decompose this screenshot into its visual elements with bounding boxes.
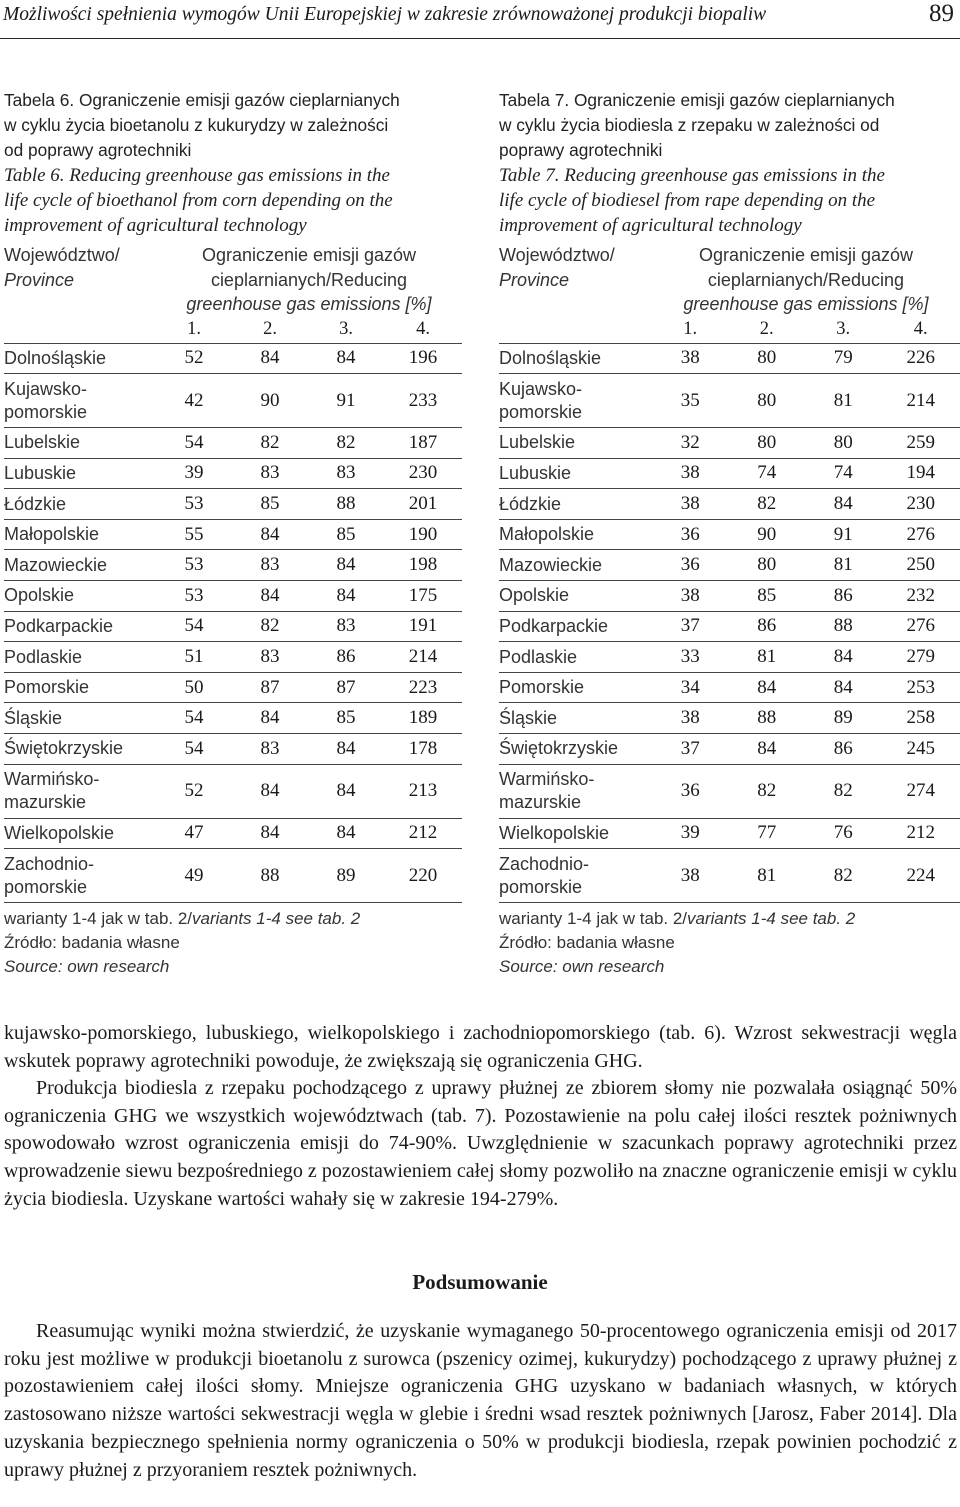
province-name: Mazowieckie: [4, 550, 156, 581]
table-row: [4, 849, 462, 903]
column-header-province-line: Województwo/: [4, 245, 120, 265]
cell-value: 258: [881, 703, 960, 734]
cell-value: 81: [728, 642, 804, 673]
cell-value: 54: [156, 428, 232, 459]
note-variants-en: variants 1-4 see tab. 2: [687, 909, 856, 929]
province-name: Mazowieckie: [499, 550, 652, 581]
table-caption-en-line: improvement of agricultural technology: [4, 215, 307, 236]
cell-value: 88: [728, 703, 804, 734]
cell-value: 245: [881, 734, 960, 765]
cell-value: 90: [728, 519, 804, 550]
note-variants-pl: warianty 1-4 jak w tab. 2/: [499, 909, 688, 929]
column-header-province-line: Province: [499, 270, 570, 290]
province-name: Podkarpackie: [499, 611, 652, 642]
cell-value: 38: [652, 458, 728, 489]
province-name-line: Kujawsko-: [4, 378, 88, 399]
province-name: [499, 849, 652, 903]
column-header-province: [4, 243, 156, 343]
cell-value: 37: [652, 611, 728, 642]
cell-value: 33: [652, 642, 728, 673]
cell-value: 196: [384, 343, 462, 374]
cell-value: 91: [308, 374, 384, 428]
table-row: [4, 672, 462, 703]
province-name: [4, 764, 156, 818]
table-row: [499, 374, 960, 428]
cell-value: 83: [232, 550, 308, 581]
column-header-reduction: [652, 243, 960, 317]
table-row: [4, 703, 462, 734]
table-caption-pl-line: Tabela 7. Ograniczenie emisji gazów cieplarnianych: [499, 90, 895, 110]
variant-header: 1.: [187, 319, 201, 339]
cell-value: 81: [728, 849, 804, 903]
province-name: Lubelskie: [499, 428, 652, 459]
cell-value: 85: [728, 581, 804, 612]
cell-value: 84: [232, 519, 308, 550]
cell-value: 82: [805, 764, 881, 818]
column-header-province: [499, 243, 652, 343]
cell-value: 212: [881, 818, 960, 849]
province-name: Lubuskie: [4, 458, 156, 489]
cell-value: 42: [156, 374, 232, 428]
table-row: [499, 642, 960, 673]
table-7-block: [499, 88, 960, 979]
variant-header: 3.: [836, 319, 851, 339]
cell-value: 74: [805, 458, 881, 489]
cell-value: 35: [652, 374, 728, 428]
province-name: [4, 374, 156, 428]
variant-header: 2.: [263, 319, 277, 339]
column-header-reduction-line: cieplarnianych/Reducing: [210, 269, 408, 290]
province-name: [499, 764, 652, 818]
province-name: [4, 849, 156, 903]
cell-value: 80: [805, 428, 881, 459]
table-row: [4, 611, 462, 642]
cell-value: 54: [156, 734, 232, 765]
province-name-line: pomorskie: [4, 876, 88, 897]
section-heading: Podsumowanie: [412, 1270, 548, 1294]
cell-value: 233: [384, 374, 462, 428]
note-source-en: Source: own research: [4, 957, 170, 977]
table-row: [499, 849, 960, 903]
cell-value: 84: [232, 703, 308, 734]
province-name: Lubuskie: [499, 458, 652, 489]
cell-value: 84: [805, 489, 881, 520]
cell-value: 83: [232, 642, 308, 673]
table-row: [4, 581, 462, 612]
cell-value: 74: [728, 458, 804, 489]
cell-value: 36: [652, 519, 728, 550]
cell-value: 38: [652, 581, 728, 612]
variant-header: 4.: [416, 319, 430, 339]
cell-value: 201: [384, 489, 462, 520]
table-row: [499, 343, 960, 374]
cell-value: 214: [384, 642, 462, 673]
cell-value: 220: [384, 849, 462, 903]
province-name: Świętokrzyskie: [4, 734, 156, 765]
cell-value: 198: [384, 550, 462, 581]
table-row: [4, 458, 462, 489]
cell-value: 82: [728, 764, 804, 818]
cell-value: 81: [805, 374, 881, 428]
column-header-reduction-line: Ograniczenie emisji gazów: [201, 245, 417, 265]
cell-value: 55: [156, 519, 232, 550]
province-name: [499, 374, 652, 428]
province-name: Dolnośląskie: [4, 343, 156, 374]
table-notes: [4, 907, 462, 979]
cell-value: 175: [384, 581, 462, 612]
cell-value: 87: [232, 672, 308, 703]
province-name: Łódzkie: [499, 489, 652, 520]
cell-value: 38: [652, 703, 728, 734]
province-name: Wielkopolskie: [499, 818, 652, 849]
cell-value: 50: [156, 672, 232, 703]
cell-value: 83: [232, 458, 308, 489]
table-row: [4, 428, 462, 459]
province-name: Śląskie: [499, 703, 652, 734]
table-caption-en-line: improvement of agricultural technology: [499, 215, 802, 236]
cell-value: 79: [805, 343, 881, 374]
cell-value: 90: [232, 374, 308, 428]
table-row: [499, 611, 960, 642]
province-name: Pomorskie: [499, 672, 652, 703]
province-name: Małopolskie: [499, 519, 652, 550]
province-name-line: mazurskie: [4, 792, 87, 813]
province-name: Łódzkie: [4, 489, 156, 520]
cell-value: 53: [156, 489, 232, 520]
province-name-line: pomorskie: [4, 401, 88, 422]
table-row: [4, 343, 462, 374]
note-variants: [499, 907, 960, 931]
table-caption-en-line: Table 6. Reducing greenhouse gas emissions in the: [4, 165, 390, 186]
province-name: Wielkopolskie: [4, 818, 156, 849]
province-name: Opolskie: [4, 581, 156, 612]
cell-value: 276: [881, 519, 960, 550]
cell-value: 230: [384, 458, 462, 489]
cell-value: 82: [232, 428, 308, 459]
note-source-pl: Źródło: badania własne: [499, 933, 675, 953]
cell-value: 213: [384, 764, 462, 818]
province-name-line: pomorskie: [499, 401, 583, 422]
cell-value: 83: [232, 734, 308, 765]
cell-value: 54: [156, 703, 232, 734]
table-caption-en-line: life cycle of biodiesel from rape depending on the: [499, 190, 876, 211]
cell-value: 84: [232, 818, 308, 849]
cell-value: 86: [805, 581, 881, 612]
table-row: [4, 818, 462, 849]
cell-value: 34: [652, 672, 728, 703]
cell-value: 49: [156, 849, 232, 903]
table-row: [499, 428, 960, 459]
cell-value: 86: [308, 642, 384, 673]
table-row: [4, 764, 462, 818]
header-rule: [0, 38, 960, 39]
cell-value: 84: [308, 734, 384, 765]
table-row: [4, 734, 462, 765]
cell-value: 32: [652, 428, 728, 459]
province-name-line: pomorskie: [499, 876, 583, 897]
table-caption-pl-line: w cyklu życia biodiesla z rzepaku w zależności od: [499, 115, 880, 135]
variant-header: 3.: [339, 319, 353, 339]
cell-value: 89: [308, 849, 384, 903]
province-name: Lubelskie: [4, 428, 156, 459]
table-row: [499, 519, 960, 550]
cell-value: 84: [232, 343, 308, 374]
variant-header: 4.: [913, 319, 928, 339]
cell-value: 191: [384, 611, 462, 642]
cell-value: 84: [805, 672, 881, 703]
cell-value: 259: [881, 428, 960, 459]
note-variants-en: variants 1-4 see tab. 2: [192, 909, 361, 929]
column-header-reduction-line: greenhouse gas emissions [%]: [186, 294, 432, 314]
cell-value: 80: [728, 374, 804, 428]
note-variants-pl: warianty 1-4 jak w tab. 2/: [4, 909, 193, 929]
table-caption-pl-line: poprawy agrotechniki: [499, 140, 663, 160]
cell-value: 80: [728, 550, 804, 581]
province-name-line: Zachodnio-: [499, 853, 590, 874]
cell-value: 86: [728, 611, 804, 642]
province-name: Opolskie: [499, 581, 652, 612]
cell-value: 54: [156, 611, 232, 642]
paragraph-2: Produkcja biodiesla z rzepaku pochodzącego z uprawy płużnej ze zbiorem słomy nie pozwalała osiągnąć 50% ograniczenia GHG we wszystkich województwach (tab. 7). Pozostawienie na polu całej ilości resztek pożniwnych spowodowało wzrost ograniczenia emisji do 74-90%. Uwzględnienie w szacunkach poprawy agrotechniki przez wprowadzenie siewu bezpośredniego z pozostawieniem całej słomy pozwoliło na znaczne ograniczenie emisji w cyklu życia biodiesla. Uzyskane wartości wahały się w zakresie 194-279%.: [4, 1077, 957, 1210]
province-name-line: mazurskie: [499, 792, 582, 813]
province-name-line: Warmińsko-: [499, 769, 595, 790]
cell-value: 85: [308, 703, 384, 734]
cell-value: 190: [384, 519, 462, 550]
cell-value: 84: [308, 764, 384, 818]
province-name: Pomorskie: [4, 672, 156, 703]
cell-value: 38: [652, 343, 728, 374]
cell-value: 84: [805, 642, 881, 673]
running-title: Możliwości spełnienia wymogów Unii Europejskiej w zakresie zrównoważonej produkcji biopaliw: [3, 4, 767, 25]
cell-value: 276: [881, 611, 960, 642]
cell-value: 36: [652, 550, 728, 581]
cell-value: 232: [881, 581, 960, 612]
cell-value: 189: [384, 703, 462, 734]
note-variants: [4, 907, 462, 931]
cell-value: 91: [805, 519, 881, 550]
table-row: [499, 581, 960, 612]
cell-value: 52: [156, 764, 232, 818]
cell-value: 274: [881, 764, 960, 818]
cell-value: 83: [308, 458, 384, 489]
cell-value: 214: [881, 374, 960, 428]
column-header-reduction: [156, 243, 462, 317]
column-header-province-line: Województwo/: [499, 245, 615, 265]
cell-value: 38: [652, 489, 728, 520]
cell-value: 84: [232, 764, 308, 818]
cell-value: 253: [881, 672, 960, 703]
cell-value: 194: [881, 458, 960, 489]
cell-value: 279: [881, 642, 960, 673]
cell-value: 82: [232, 611, 308, 642]
cell-value: 82: [805, 849, 881, 903]
column-header-reduction-line: greenhouse gas emissions [%]: [683, 294, 929, 314]
table-row: [499, 818, 960, 849]
table-row: [499, 672, 960, 703]
cell-value: 51: [156, 642, 232, 673]
cell-value: 250: [881, 550, 960, 581]
variant-header: 1.: [683, 319, 698, 339]
cell-value: 83: [308, 611, 384, 642]
province-name-line: Zachodnio-: [4, 853, 95, 874]
cell-value: 52: [156, 343, 232, 374]
cell-value: 53: [156, 550, 232, 581]
cell-value: 84: [308, 550, 384, 581]
province-name-line: Warmińsko-: [4, 769, 100, 790]
table-row: [499, 489, 960, 520]
table-row: [4, 550, 462, 581]
paragraph-1: kujawsko-pomorskiego, lubuskiego, wielkopolskiego i zachodniopomorskiego (tab. 6). Wzrost sekwestracji węgla wskutek poprawy agrotechniki powoduje, że zwiększają się ograniczenia GHG.: [4, 1022, 957, 1072]
cell-value: 76: [805, 818, 881, 849]
table-row: [499, 764, 960, 818]
cell-value: 47: [156, 818, 232, 849]
cell-value: 88: [232, 849, 308, 903]
cell-value: 53: [156, 581, 232, 612]
table-notes: [499, 907, 960, 979]
note-source-pl: Źródło: badania własne: [4, 933, 180, 953]
cell-value: 212: [384, 818, 462, 849]
data-table: [499, 243, 960, 903]
page-number: 89: [929, 0, 954, 27]
table-row: [4, 374, 462, 428]
cell-value: 84: [308, 581, 384, 612]
province-name: Dolnośląskie: [499, 343, 652, 374]
variant-header: 2.: [759, 319, 774, 339]
cell-value: 82: [728, 489, 804, 520]
cell-value: 89: [805, 703, 881, 734]
table-row: [499, 458, 960, 489]
province-name: Świętokrzyskie: [499, 734, 652, 765]
table-6-block: [4, 88, 462, 979]
cell-value: 86: [805, 734, 881, 765]
province-name-line: Kujawsko-: [499, 378, 583, 399]
table-caption-pl-line: od poprawy agrotechniki: [4, 140, 192, 160]
column-header-reduction-line: cieplarnianych/Reducing: [707, 269, 905, 290]
table-row: [499, 550, 960, 581]
cell-value: 84: [232, 581, 308, 612]
column-header-reduction-line: Ograniczenie emisji gazów: [698, 245, 914, 265]
cell-value: 88: [805, 611, 881, 642]
cell-value: 80: [728, 428, 804, 459]
note-source-en: Source: own research: [499, 957, 665, 977]
table-caption-pl-line: w cyklu życia bioetanolu z kukurydzy w zależności: [4, 115, 389, 135]
table-caption-en-line: Table 7. Reducing greenhouse gas emissions in the: [499, 165, 885, 186]
cell-value: 37: [652, 734, 728, 765]
province-name: Śląskie: [4, 703, 156, 734]
cell-value: 88: [308, 489, 384, 520]
cell-value: 224: [881, 849, 960, 903]
cell-value: 85: [232, 489, 308, 520]
province-name: Małopolskie: [4, 519, 156, 550]
table-row: [4, 489, 462, 520]
province-name: Podlaskie: [499, 642, 652, 673]
cell-value: 230: [881, 489, 960, 520]
cell-value: 85: [308, 519, 384, 550]
table-row: [499, 734, 960, 765]
cell-value: 82: [308, 428, 384, 459]
data-table: [4, 243, 462, 903]
cell-value: 84: [728, 672, 804, 703]
cell-value: 187: [384, 428, 462, 459]
cell-value: 38: [652, 849, 728, 903]
cell-value: 226: [881, 343, 960, 374]
table-row: [499, 703, 960, 734]
table-caption-pl-line: Tabela 6. Ograniczenie emisji gazów cieplarnianych: [4, 90, 400, 110]
cell-value: 80: [728, 343, 804, 374]
cell-value: 84: [308, 818, 384, 849]
cell-value: 36: [652, 764, 728, 818]
cell-value: 87: [308, 672, 384, 703]
cell-value: 39: [156, 458, 232, 489]
table-caption-en-line: life cycle of bioethanol from corn depending on the: [4, 190, 393, 211]
cell-value: 223: [384, 672, 462, 703]
cell-value: 178: [384, 734, 462, 765]
running-header: [0, 0, 960, 40]
table-row: [4, 642, 462, 673]
table-row: [4, 519, 462, 550]
cell-value: 81: [805, 550, 881, 581]
cell-value: 84: [728, 734, 804, 765]
cell-value: 84: [308, 343, 384, 374]
paragraph-3: Reasumując wyniki można stwierdzić, że uzyskanie wymaganego 50-procentowego ograniczenia emisji od 2017 roku jest możliwe w produkcji bioetanolu z surowca (pszenicy ozimej, kukurydzy) pochodzącego z uprawy płużnej z pozostawieniem całej ilości słomy. Mniejsze ograniczenia GHG uzyskano w badaniach własnych, w których zastosowano niższe wartości sekwestracji węgla w glebie i średni wsad resztek pożniwnych [Jarosz, Faber 2014]. Dla uzyskania bezpiecznego spełnienia normy ograniczenia o 50% w produkcji biodiesla, rzepak powinien pochodzić z uprawy płużnej z przyoraniem resztek pożniwnych.: [4, 1320, 957, 1481]
column-header-province-line: Province: [4, 270, 75, 290]
province-name: Podlaskie: [4, 642, 156, 673]
province-name: Podkarpackie: [4, 611, 156, 642]
cell-value: 39: [652, 818, 728, 849]
cell-value: 77: [728, 818, 804, 849]
